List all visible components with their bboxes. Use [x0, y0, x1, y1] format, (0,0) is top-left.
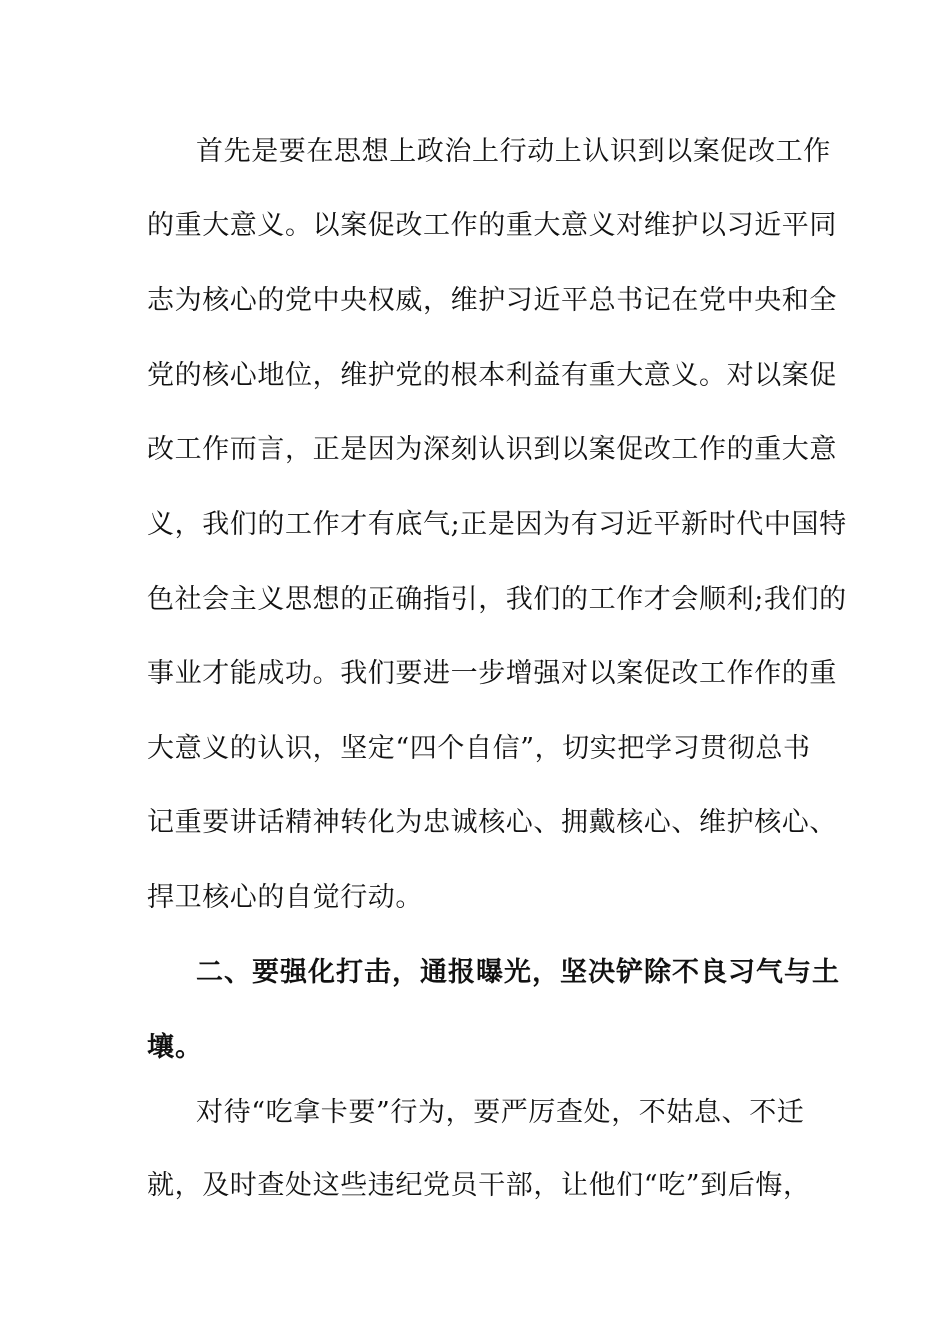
paragraph-1-line-8: 事业才能成功。我们要进一步增强对以案促改工作作的重	[147, 658, 837, 689]
paragraph-1-line-3: 志为核心的党中央权威，维护习近平总书记在党中央和全	[147, 285, 837, 316]
paragraph-1-line-2: 的重大意义。以案促改工作的重大意义对维护以习近平同	[147, 210, 837, 241]
section-heading-line-1: 二、要强化打击，通报曝光，坚决铲除不良习气与土	[196, 957, 840, 988]
paragraph-1-line-10: 记重要讲话精神转化为忠诚核心、拥戴核心、维护核心、	[147, 807, 837, 838]
paragraph-2-line-1: 对待“吃拿卡要”行为，要严厉查处，不姑息、不迁	[196, 1097, 805, 1128]
paragraph-1-line-11: 捍卫核心的自觉行动。	[147, 882, 423, 913]
paragraph-1-line-7: 色社会主义思想的正确指引，我们的工作才会顺利;我们的	[147, 584, 847, 615]
paragraph-1-line-4: 党的核心地位，维护党的根本利益有重大意义。对以案促	[147, 360, 837, 391]
paragraph-1-line-1: 首先是要在思想上政治上行动上认识到以案促改工作	[196, 136, 831, 167]
paragraph-2-line-2: 就，及时查处这些违纪党员干部，让他们“吃”到后悔，	[147, 1170, 811, 1201]
paragraph-1-line-9: 大意义的认识，坚定“四个自信”，切实把学习贯彻总书	[147, 733, 811, 764]
paragraph-1-line-6: 义，我们的工作才有底气;正是因为有习近平新时代中国特	[147, 509, 847, 540]
section-heading-line-2: 壤。	[147, 1032, 203, 1063]
paragraph-1-line-5: 改工作而言，正是因为深刻认识到以案促改工作的重大意	[147, 434, 837, 465]
